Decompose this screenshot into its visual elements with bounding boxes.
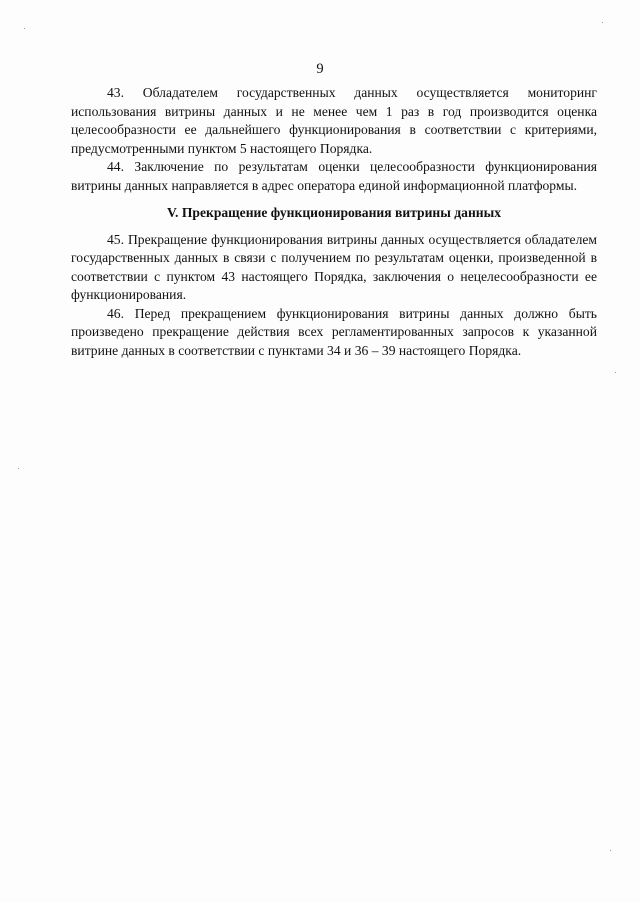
paragraph-43: 43. Обладателем государственных данных осуществляется мониторинг использования витрины данных и не менее чем 1 раз в год производится оценка целесообразности ее дальнейшего функционирования в соответствии с критериями, предусмотренными пунктом 5 настоящего Порядка.: [71, 85, 597, 156]
paragraph-44: 44. Заключение по результатам оценки целесообразности функционирования витрины данных направляется в адрес оператора единой информационной платформы.: [71, 159, 597, 193]
scan-speck: [18, 468, 19, 469]
section-heading: V. Прекращение функционирования витрины данных: [166, 205, 502, 220]
scan-speck: [610, 850, 611, 851]
paragraph-45: 45. Прекращение функционирования витрины данных осуществляется обладателем государственных данных в связи с получением по результатам оценки, произведенной в соответствии с пунктом 43 настоящего Порядка, заключения о нецелесообразности ее функционирования.: [71, 231, 597, 302]
scan-speck: [615, 372, 616, 373]
scan-speck: [24, 28, 25, 29]
paragraph-46: 46. Перед прекращением функционирования витрины данных должно быть произведено прекращение действия всех регламентированных запросов к указанной витрине данных в соответствии с пунктами 34 и 36 – 39 настоящего Порядка.: [71, 305, 597, 358]
scan-speck: [602, 22, 603, 23]
page-number: 9: [316, 61, 324, 77]
document-body: [71, 84, 597, 360]
